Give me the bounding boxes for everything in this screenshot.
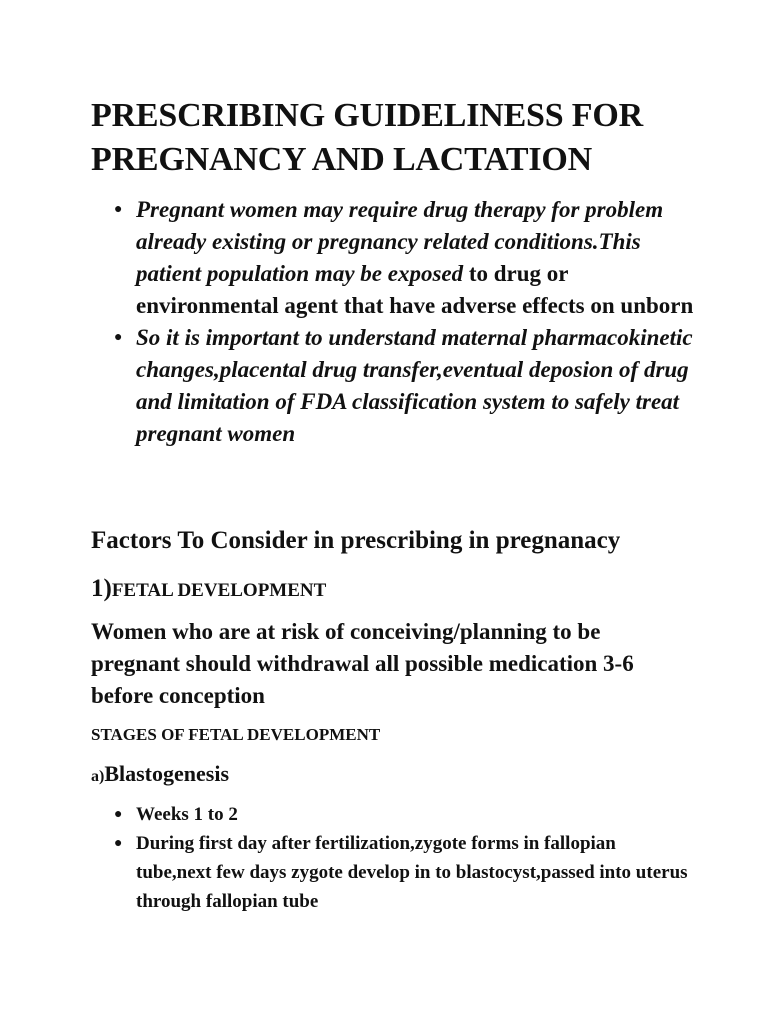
section-1-title: FETAL DEVELOPMENT [111, 580, 327, 601]
intro-bullet-list [114, 194, 696, 450]
bullet-icon: ● [114, 330, 123, 345]
factors-heading: Factors To Consider in prescribing in pregnanacy [91, 527, 621, 554]
bullet-icon: ● [114, 807, 123, 822]
intro-bullet-1 [114, 194, 696, 322]
section-1-heading [91, 572, 326, 608]
section-1-number: 1) [91, 575, 112, 602]
subsection-a-heading [91, 758, 229, 793]
intro-bullet-2 [114, 322, 696, 450]
blast-bullet-1-text: Weeks 1 to 2 [136, 804, 238, 825]
bullet-icon: ● [114, 836, 123, 851]
bullet-icon: ● [114, 202, 123, 217]
section-1-paragraph: Women who are at risk of conceiving/planning to be pregnant should withdrawal all possible medication 3-6 before conception [91, 619, 634, 708]
title-line-2: PREGNANCY AND LACTATION [91, 141, 593, 178]
blast-bullet-2 [114, 829, 696, 916]
intro-bullet-1-upright-text: to drug or environmental agent that have adverse effects on unborn [136, 261, 694, 318]
blast-bullet-2-text: During first day after fertilization,zygote forms in fallopian tube,next few days zygote develop in to blastocyst,passed into uterus through fallopian tube [136, 833, 688, 912]
subsection-a-title: Blastogenesis [104, 761, 230, 786]
title-line-1: PRESCRIBING GUIDELINESS FOR [91, 97, 643, 134]
blastogenesis-bullet-list [114, 800, 696, 916]
stages-heading: STAGES OF FETAL DEVELOPMENT [91, 725, 381, 744]
document-title [91, 94, 741, 182]
blast-bullet-1 [114, 800, 696, 829]
intro-bullet-2-italic-text: So it is important to understand maternal pharmacokinetic changes,placental drug transfer,eventual deposion of drug and limitation of FDA classification system to safely treat pregnant women [136, 325, 693, 446]
intro-bullet-1-italic-text: Pregnant women may require drug therapy for problem already existing or pregnancy related conditions.This patient population may be exposed [136, 197, 664, 286]
subsection-a-letter: a) [91, 768, 105, 785]
